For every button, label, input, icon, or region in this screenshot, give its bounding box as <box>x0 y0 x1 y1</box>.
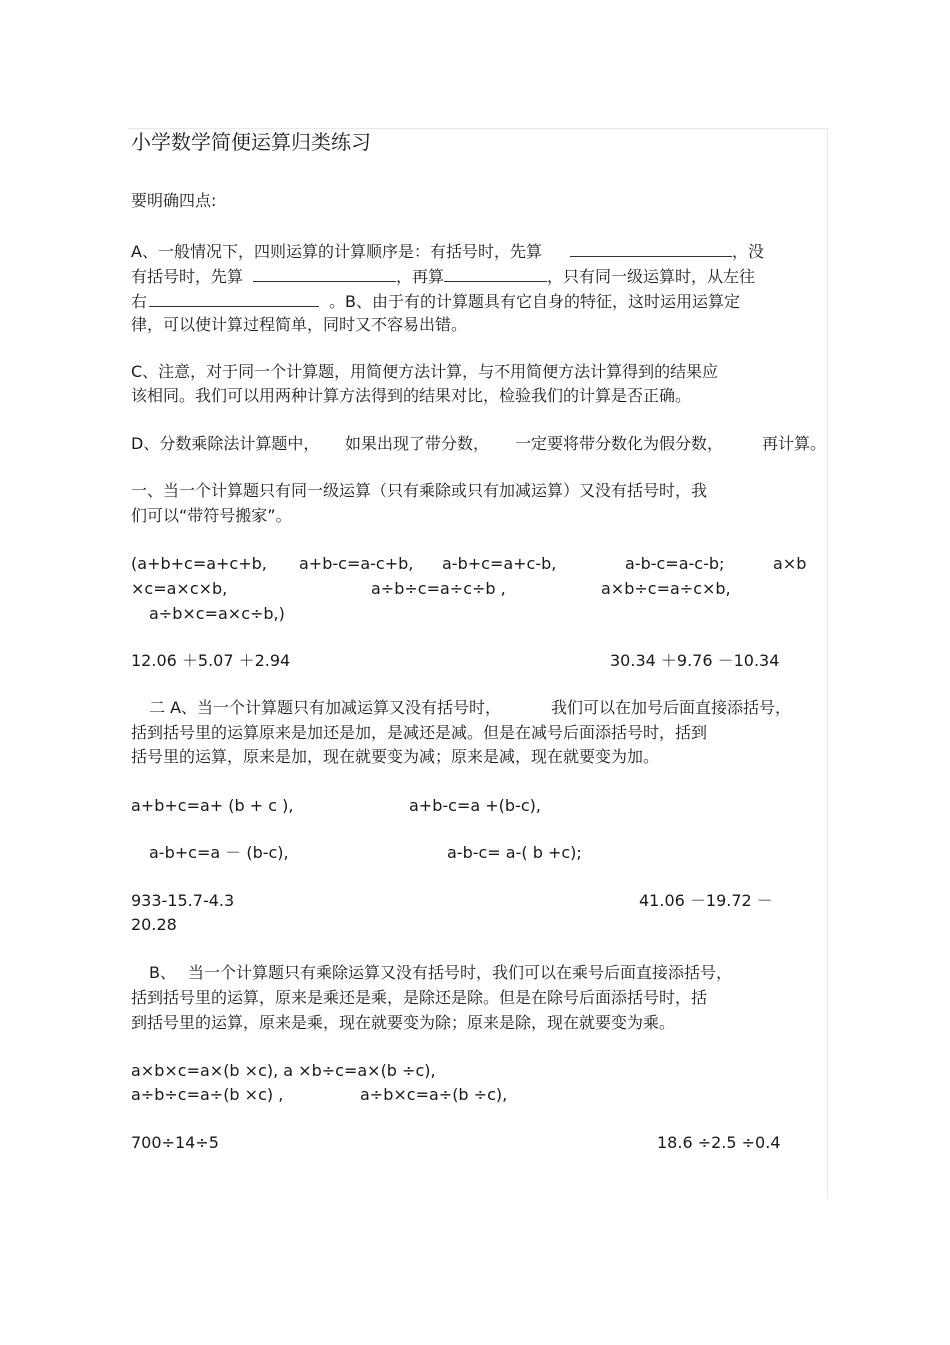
exercise-1: 12.06 ＋5.07 ＋2.94 <box>131 651 291 670</box>
section-2a-line-3: 括号里的运算，原来是加，现在就要变为减；原来是减，现在就要变为加。 <box>131 747 660 766</box>
formula-2a-3: a-b+c=a － (b-c), <box>149 843 289 862</box>
section-2b-line-3: 到括号里的运算，原来是乘，现在就要变为除；原来是除，现在就要变为乘。 <box>131 1013 676 1032</box>
point-a-line-2 <box>131 264 755 288</box>
point-d-part-2: 如果出现了带分数， <box>345 434 490 453</box>
point-d-part-4: 再计算。 <box>762 434 827 453</box>
point-c-line-2: 该相同。我们可以用两种计算方法得到的结果对比，检验我们的计算是否正确。 <box>131 386 692 405</box>
point-a-line-1 <box>131 239 764 263</box>
point-a-line-3 <box>131 289 740 313</box>
formula-2a-1: a+b+c=a+ (b + c ), <box>131 796 294 815</box>
page-border-right <box>827 128 828 1198</box>
formula-3: a-b+c=a+c-b, <box>442 554 557 573</box>
answer-blank[interactable] <box>570 239 732 257</box>
point-a-text-7: 。B、由于有的计算题具有它自身的特征，这时运用运算定 <box>329 292 740 311</box>
point-a-line-4: 律，可以使计算过程简单，同时又不容易出错。 <box>131 315 468 334</box>
formula-2a-4: a-b-c= a-( b +c); <box>447 843 582 862</box>
formula-4: a-b-c=a-c-b; <box>625 554 725 573</box>
answer-blank[interactable] <box>444 264 547 282</box>
point-a-text-4: ，再算 <box>396 267 445 286</box>
section-2b-line-2: 括到括号里的运算，原来是乘还是乘，是除还是除。但是在除号后面添括号时，括 <box>131 988 708 1007</box>
formula-2a-2: a+b-c=a +(b-c), <box>409 796 541 815</box>
formula-1: (a+b+c=a+c+b, <box>131 554 267 573</box>
exercise-3: 933-15.7-4.3 <box>131 891 235 910</box>
formula-7: a÷b÷c=a÷c÷b , <box>371 579 506 598</box>
point-c-line-1: C、注意，对于同一个计算题，用简便方法计算，与不用简便方法计算得到的结果应 <box>131 362 719 381</box>
formula-2b-1: a×b×c=a×(b ×c), a ×b÷c=a×(b ÷c), <box>131 1061 436 1080</box>
point-d-part-3: 一定要将带分数化为假分数， <box>515 434 724 453</box>
formula-2b-2: a÷b÷c=a÷(b ×c) , <box>131 1085 284 1104</box>
section-1-line-1: 一、当一个计算题只有同一级运算（只有乘除或只有加减运算）又没有括号时，我 <box>131 481 708 500</box>
formula-6: ×c=a×c×b, <box>131 579 228 598</box>
point-a-text-1: A、一般情况下，四则运算的计算顺序是：有括号时，先算 <box>131 242 542 261</box>
point-a-text-5: ，只有同一级运算时，从左往 <box>547 267 756 286</box>
intro-text: 要明确四点: <box>131 191 217 210</box>
point-a-text-2: ，没 <box>731 242 764 261</box>
section-1-line-2: 们可以“带符号搬家”。 <box>131 506 292 525</box>
answer-blank[interactable] <box>253 264 396 282</box>
formula-2b-3: a÷b×c=a÷(b ÷c), <box>360 1085 508 1104</box>
point-a-text-3: 有括号时，先算 <box>131 267 244 286</box>
section-2b-line-1a: B、 <box>149 963 176 982</box>
formula-8: a×b÷c=a÷c×b, <box>601 579 731 598</box>
section-2a-line-1a: 二 A、当一个计算题只有加减运算又没有括号时， <box>149 698 502 717</box>
exercise-4-continued: 20.28 <box>131 915 177 934</box>
formula-9: a÷b×c=a×c÷b,) <box>149 604 285 623</box>
exercise-6: 18.6 ÷2.5 ÷0.4 <box>657 1133 781 1152</box>
section-2a-line-1b: 我们可以在加号后面直接添括号， <box>551 698 792 717</box>
page-title: 小学数学简便运算归类练习 <box>131 130 371 154</box>
formula-5: a×b <box>773 554 807 573</box>
formula-2: a+b-c=a-c+b, <box>299 554 414 573</box>
section-2b-line-1b: 当一个计算题只有乘除运算又没有括号时，我们可以在乘号后面直接添括号， <box>188 963 733 982</box>
answer-blank[interactable] <box>149 289 319 307</box>
exercise-5: 700÷14÷5 <box>131 1133 219 1152</box>
section-2a-line-2: 括到括号里的运算原来是加还是加，是减还是减。但是在减号后面添括号时，括到 <box>131 723 708 742</box>
exercise-2: 30.34 ＋9.76 －10.34 <box>610 651 780 670</box>
point-d-part-1: D、分数乘除法计算题中， <box>131 434 320 453</box>
exercise-4: 41.06 －19.72 － <box>639 891 773 910</box>
point-a-text-6: 右 <box>131 292 148 311</box>
